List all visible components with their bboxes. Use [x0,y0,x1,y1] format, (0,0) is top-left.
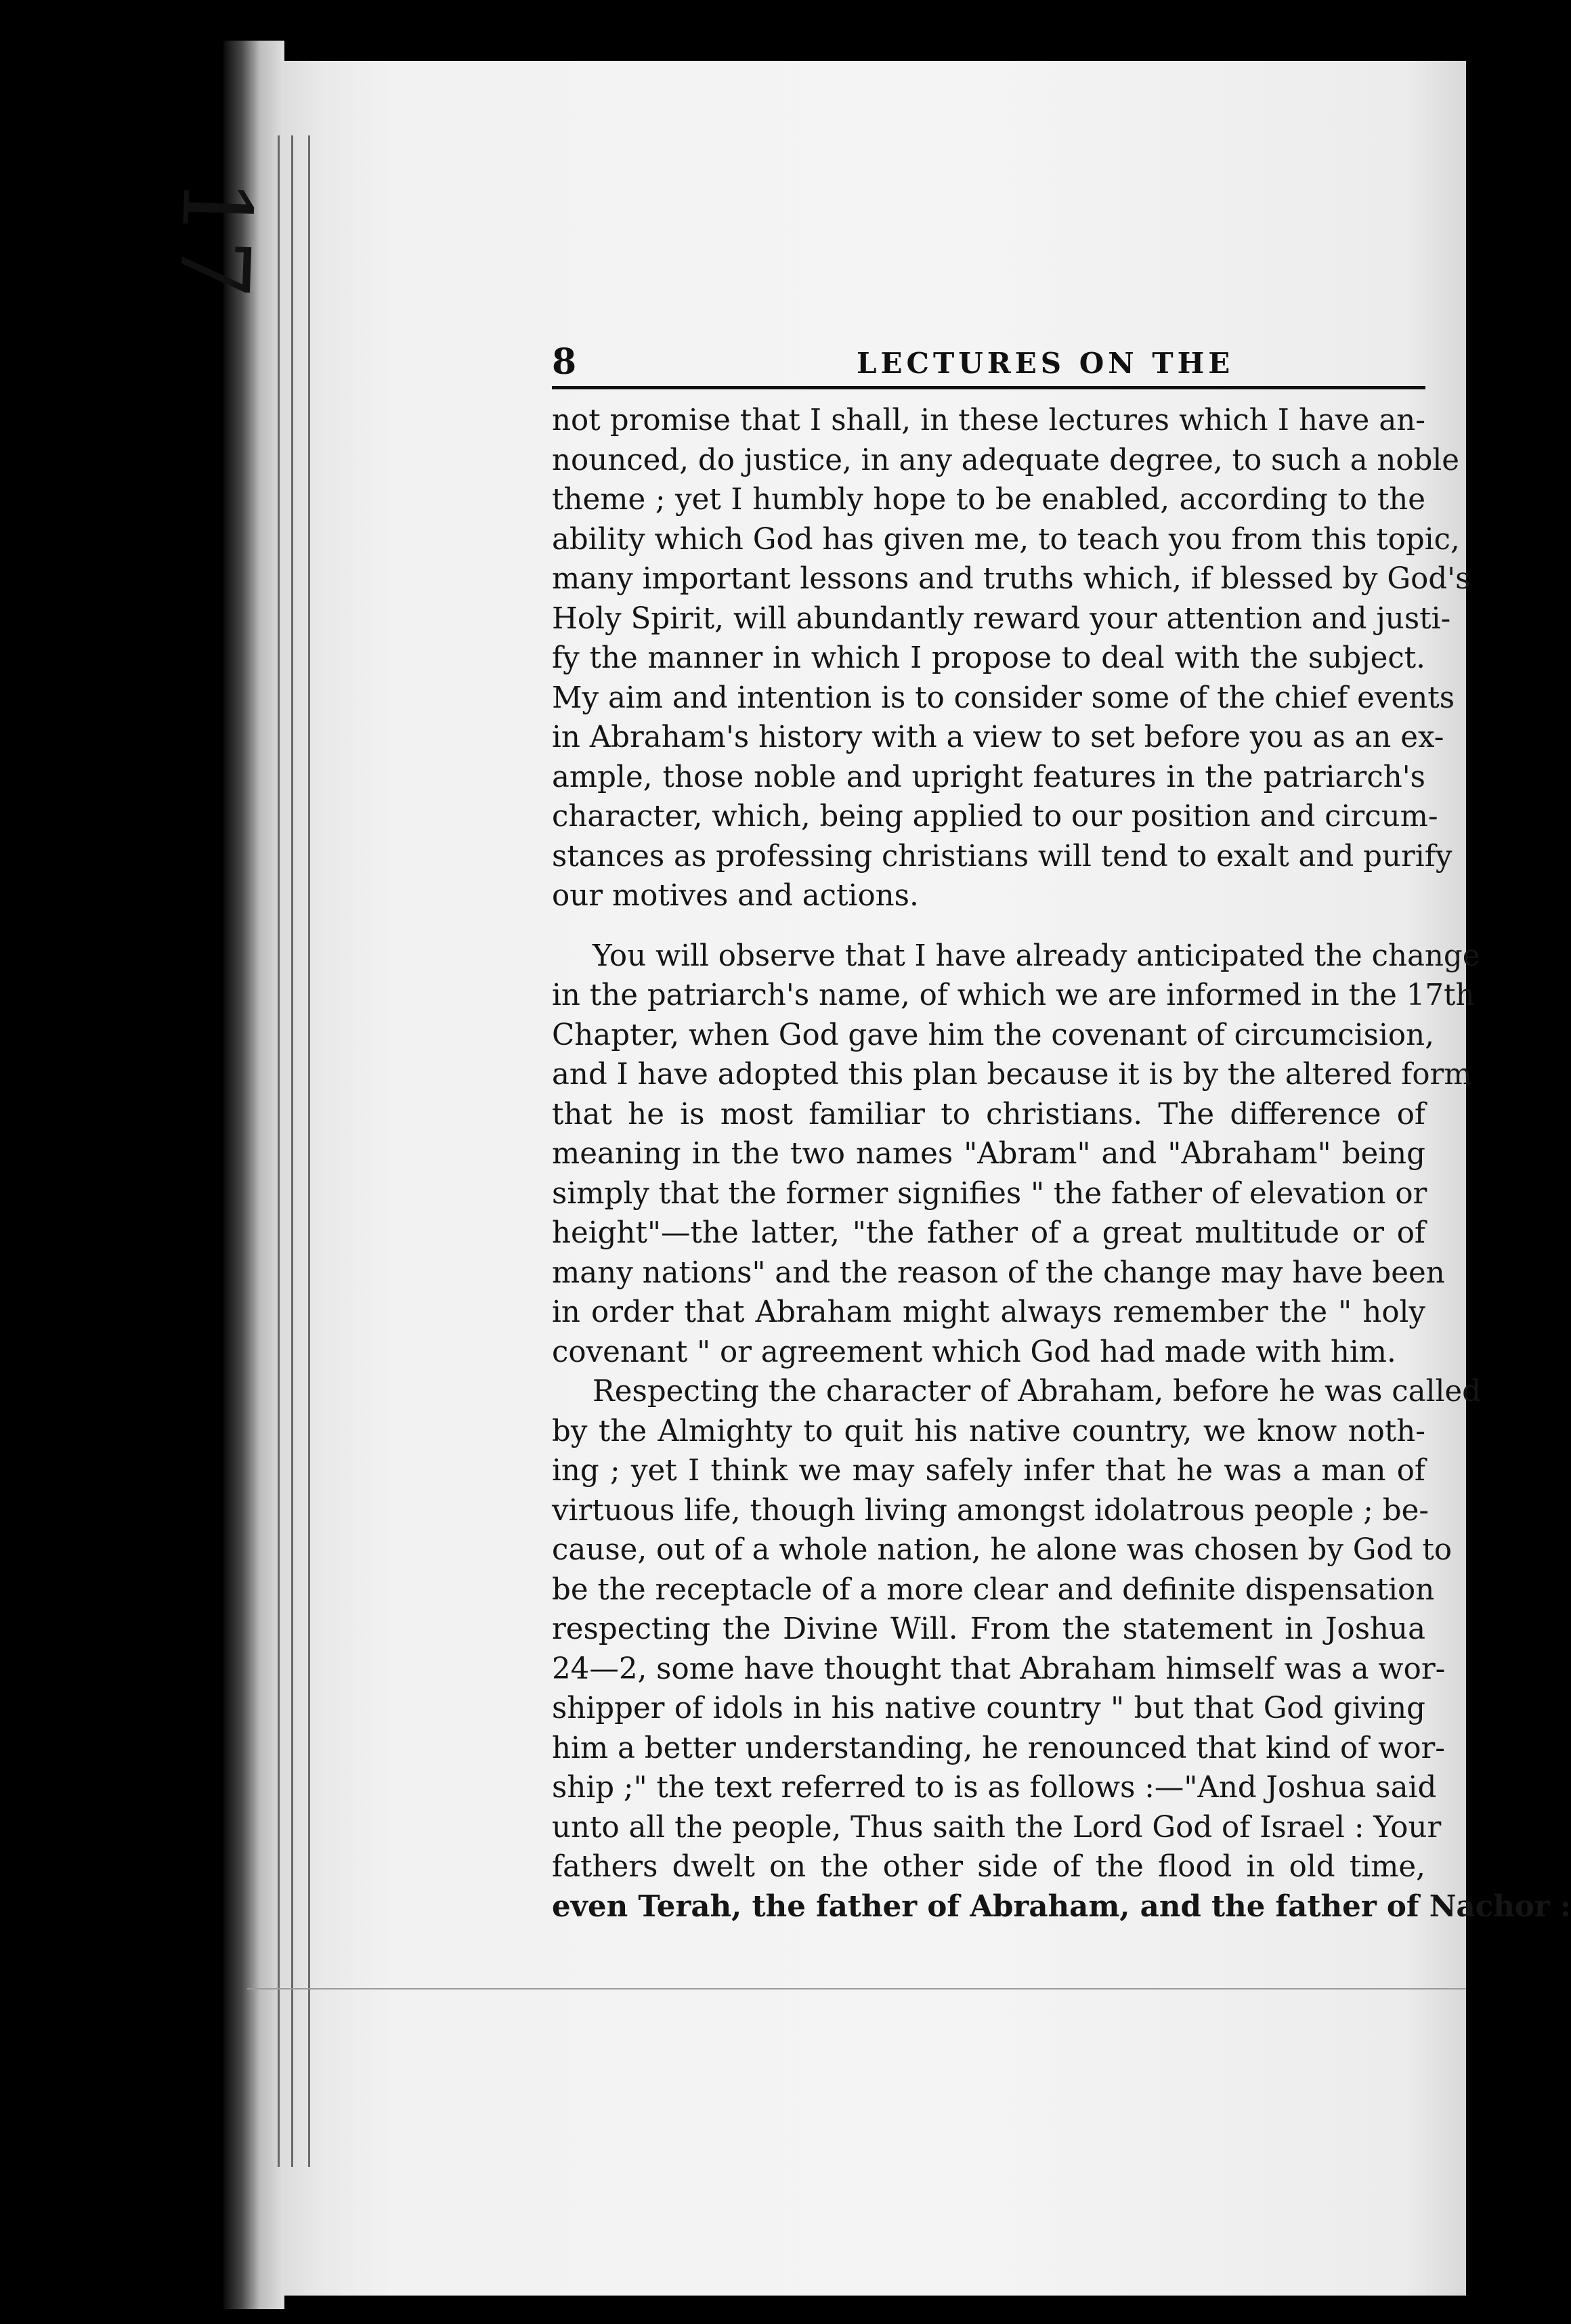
margin-handwritten-number: 17 [157,175,272,301]
scan-fold-line [247,1988,1466,1989]
text-line: even Terah, the father of Abraham, and the father of Nachor : [552,1889,1571,1924]
running-head: LECTURES ON THE [857,347,1234,380]
text-line: Respecting the character of Abraham, before he was called [593,1375,1481,1408]
text-line: respecting the Divine Will. From the statement in Joshua [552,1612,1425,1646]
text-line: in order that Abraham might always remember the " holy [552,1295,1425,1329]
page-edge-line [308,135,310,2167]
text-line: virtuous life, though living amongst idolatrous people ; be- [552,1493,1429,1528]
text-line: fathers dwelt on the other side of the flood in old time, [552,1850,1425,1884]
text-line: stances as professing christians will tend to exalt and purify [552,839,1452,874]
text-line: by the Almighty to quit his native country, we know noth- [552,1414,1425,1448]
text-line: character, which, being applied to our position and circum- [552,800,1438,834]
text-line: shipper of idols in his native country " but that God giving [552,1692,1425,1725]
text-line: fy the manner in which I propose to deal with the subject. [552,641,1425,675]
text-line: ample, those noble and upright features in the patriarch's [552,760,1425,794]
text-line: simply that the former signifies " the father of elevation or [552,1176,1427,1211]
text-line: many nations" and the reason of the change may have been [552,1255,1445,1290]
text-line: many important lessons and truths which, if blessed by God's [552,562,1471,596]
paragraph-3 [552,1372,1571,1927]
text-line: ability which God has given me, to teach you from this topic, [552,522,1460,557]
text-line: meaning in the two names "Abram" and "Abraham" being [552,1137,1425,1171]
book-gutter [223,41,284,2309]
text-line: and I have adopted this plan because it is by the altered form [552,1058,1472,1092]
paragraph-2 [552,937,1480,1373]
text-line: You will observe that I have already anticipated the change [593,939,1480,973]
text-line: our motives and actions. [552,879,919,913]
text-line: Holy Spirit, will abundantly reward your attention and justi- [552,601,1451,636]
text-line: be the receptacle of a more clear and definite dispensation [552,1572,1435,1607]
text-line: unto all the people, Thus saith the Lord God of Israel : Your [552,1810,1442,1845]
text-line: My aim and intention is to consider some of the chief events [552,681,1455,715]
text-line: not promise that I shall, in these lectures which I have an- [552,404,1425,437]
text-line: Chapter, when God gave him the covenant of circumcision, [552,1018,1434,1052]
paragraph-spacer [552,916,1425,937]
text-line: theme ; yet I humbly hope to be enabled, according to the [552,483,1425,517]
text-line: that he is most familiar to christians. The difference of [552,1097,1425,1132]
text-line: height"—the latter, "the father of a great multitude or of [552,1216,1425,1250]
text-line: 24—2, some have thought that Abraham himself was a wor- [552,1652,1446,1686]
text-line: him a better understanding, he renounced that kind of wor- [552,1731,1445,1765]
body-text [552,401,1571,1927]
text-line: ing ; yet I think we may safely infer that he was a man of [552,1454,1425,1488]
text-line: in Abraham's history with a view to set before you as an ex- [552,720,1444,754]
page-header [552,339,1425,389]
text-line: covenant " or agreement which God had made with him. [552,1335,1396,1369]
text-line: in the patriarch's name, of which we are informed in the 17th [552,978,1475,1012]
paragraph-1 [552,401,1471,916]
text-line: nounced, do justice, in any adequate degree, to such a noble [552,443,1460,477]
text-line: cause, out of a whole nation, he alone was chosen by God to [552,1533,1452,1567]
page-edge-line [278,135,280,2167]
page-edge-line [291,135,293,2167]
text-line: ship ;" the text referred to is as follows :—"And Joshua said [552,1771,1437,1805]
page-number: 8 [552,341,577,383]
